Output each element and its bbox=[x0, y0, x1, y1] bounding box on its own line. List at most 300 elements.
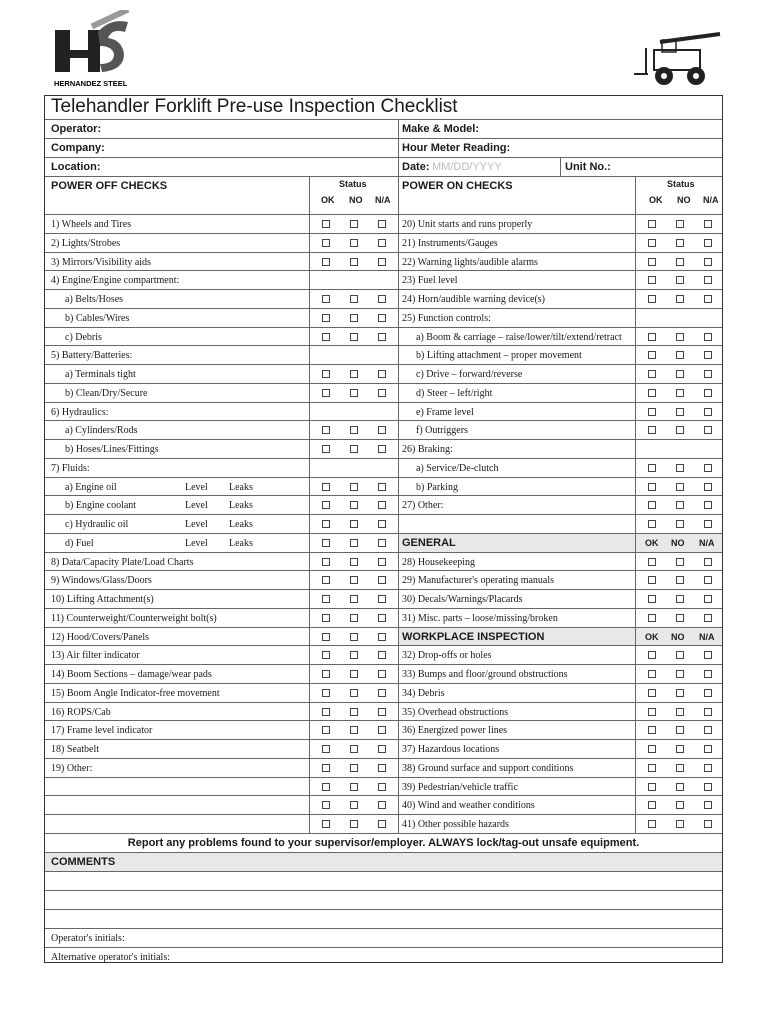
power-on-item-25-na-checkbox[interactable] bbox=[704, 689, 712, 697]
table-row bbox=[45, 364, 722, 383]
power-on-item-2-ok-checkbox[interactable] bbox=[648, 258, 656, 266]
power-on-ok-header: OK bbox=[649, 195, 663, 205]
power-on-item-11-na-checkbox[interactable] bbox=[704, 426, 712, 434]
power-off-item-4-no-checkbox[interactable] bbox=[350, 295, 358, 303]
power-on-item-24-ok-checkbox[interactable] bbox=[648, 670, 656, 678]
power-on-item-29-na-checkbox[interactable] bbox=[704, 764, 712, 772]
comment-line[interactable] bbox=[45, 871, 722, 890]
alt-operator-initials-row[interactable] bbox=[45, 947, 722, 966]
power-off-item: 13) Air filter indicator bbox=[51, 650, 140, 662]
power-on-item-0-na-checkbox[interactable] bbox=[704, 220, 712, 228]
power-off-item-0-no-checkbox[interactable] bbox=[350, 220, 358, 228]
power-off-item-9-ok-checkbox[interactable] bbox=[322, 389, 330, 397]
power-off-status-label: Status bbox=[339, 179, 367, 189]
power-on-item: 36) Energized power lines bbox=[402, 725, 508, 737]
table-row bbox=[45, 777, 722, 796]
power-on-item-10-no-checkbox[interactable] bbox=[676, 408, 684, 416]
power-on-item-6-ok-checkbox[interactable] bbox=[648, 333, 656, 341]
divider bbox=[635, 478, 636, 496]
power-off-item-20-ok-checkbox[interactable] bbox=[322, 595, 330, 603]
divider bbox=[398, 759, 399, 777]
divider bbox=[309, 215, 310, 233]
power-off-item-22-ok-checkbox[interactable] bbox=[322, 633, 330, 641]
power-off-item-8-no-checkbox[interactable] bbox=[350, 370, 358, 378]
power-off-item-17-ok-checkbox[interactable] bbox=[322, 539, 330, 547]
power-on-item-28-no-checkbox[interactable] bbox=[676, 745, 684, 753]
power-off-item-32-ok-checkbox[interactable] bbox=[322, 820, 330, 828]
power-off-item-22-na-checkbox[interactable] bbox=[378, 633, 386, 641]
power-on-item-6-no-checkbox[interactable] bbox=[676, 333, 684, 341]
divider bbox=[398, 309, 399, 327]
divider bbox=[635, 290, 636, 308]
power-off-item-30-na-checkbox[interactable] bbox=[378, 783, 386, 791]
na-header: N/A bbox=[699, 631, 715, 642]
divider bbox=[398, 515, 399, 533]
power-on-item-31-no-checkbox[interactable] bbox=[676, 801, 684, 809]
power-off-item-32-no-checkbox[interactable] bbox=[350, 820, 358, 828]
power-off-item-32-na-checkbox[interactable] bbox=[378, 820, 386, 828]
power-on-item-11-no-checkbox[interactable] bbox=[676, 426, 684, 434]
power-on-item-7-no-checkbox[interactable] bbox=[676, 351, 684, 359]
power-off-item-30-ok-checkbox[interactable] bbox=[322, 783, 330, 791]
table-row bbox=[45, 758, 722, 777]
power-off-item-21-no-checkbox[interactable] bbox=[350, 614, 358, 622]
power-off-item-6-no-checkbox[interactable] bbox=[350, 333, 358, 341]
power-off-item-19-ok-checkbox[interactable] bbox=[322, 576, 330, 584]
table-row bbox=[45, 327, 722, 346]
power-off-item: c) Debris bbox=[65, 331, 102, 343]
divider bbox=[398, 177, 399, 214]
power-on-item-7-ok-checkbox[interactable] bbox=[648, 351, 656, 359]
power-off-item-4-ok-checkbox[interactable] bbox=[322, 295, 330, 303]
power-on-item-8-no-checkbox[interactable] bbox=[676, 370, 684, 378]
power-off-item-23-na-checkbox[interactable] bbox=[378, 651, 386, 659]
power-on-item: 41) Other possible hazards bbox=[402, 819, 509, 830]
table-row bbox=[45, 495, 722, 514]
divider bbox=[309, 177, 310, 214]
power-off-item-27-na-checkbox[interactable] bbox=[378, 726, 386, 734]
power-off-item-1-na-checkbox[interactable] bbox=[378, 239, 386, 247]
power-on-item: 23) Fuel level bbox=[402, 275, 458, 287]
power-off-item-15-no-checkbox[interactable] bbox=[350, 501, 358, 509]
divider bbox=[398, 253, 399, 271]
date-label: Date: bbox=[402, 161, 430, 173]
power-off-item-12-ok-checkbox[interactable] bbox=[322, 445, 330, 453]
power-on-item-31-na-checkbox[interactable] bbox=[704, 801, 712, 809]
power-on-item-10-ok-checkbox[interactable] bbox=[648, 408, 656, 416]
telehandler-illustration-icon bbox=[632, 30, 728, 90]
power-off-item-26-ok-checkbox[interactable] bbox=[322, 708, 330, 716]
table-row bbox=[45, 702, 722, 721]
power-on-item-16-ok-checkbox[interactable] bbox=[648, 520, 656, 528]
power-on-item-18-na-checkbox[interactable] bbox=[704, 558, 712, 566]
power-off-item: 4) Engine/Engine compartment: bbox=[51, 275, 180, 287]
divider bbox=[635, 740, 636, 758]
info-row[interactable] bbox=[45, 157, 722, 176]
power-off-item-16-ok-checkbox[interactable] bbox=[322, 520, 330, 528]
power-on-item-14-na-checkbox[interactable] bbox=[704, 483, 712, 491]
divider bbox=[635, 496, 636, 514]
leaks-label: Leaks bbox=[229, 481, 253, 493]
power-off-item-11-no-checkbox[interactable] bbox=[350, 426, 358, 434]
na-header: N/A bbox=[699, 537, 715, 548]
info-row[interactable] bbox=[45, 138, 722, 157]
power-off-item-18-no-checkbox[interactable] bbox=[350, 558, 358, 566]
power-off-item-18-ok-checkbox[interactable] bbox=[322, 558, 330, 566]
divider bbox=[635, 628, 636, 646]
power-on-item-20-na-checkbox[interactable] bbox=[704, 595, 712, 603]
power-off-item-31-ok-checkbox[interactable] bbox=[322, 801, 330, 809]
divider bbox=[309, 234, 310, 252]
power-off-item: 2) Lights/Strobes bbox=[51, 237, 121, 249]
power-off-item-29-no-checkbox[interactable] bbox=[350, 764, 358, 772]
unit-no-label: Unit No.: bbox=[565, 161, 611, 173]
power-on-item: e) Frame level bbox=[416, 406, 474, 418]
ok-header: OK bbox=[645, 537, 659, 548]
divider bbox=[309, 421, 310, 439]
divider bbox=[635, 234, 636, 252]
divider bbox=[635, 759, 636, 777]
power-on-item-21-no-checkbox[interactable] bbox=[676, 614, 684, 622]
power-on-item-27-na-checkbox[interactable] bbox=[704, 726, 712, 734]
power-off-item: 16) ROPS/Cab bbox=[51, 706, 111, 718]
power-on-item-9-ok-checkbox[interactable] bbox=[648, 389, 656, 397]
power-off-item-29-ok-checkbox[interactable] bbox=[322, 764, 330, 772]
power-on-item: 34) Debris bbox=[402, 687, 445, 699]
power-off-item-5-ok-checkbox[interactable] bbox=[322, 314, 330, 322]
divider bbox=[398, 740, 399, 758]
divider bbox=[309, 796, 310, 814]
power-off-item-24-na-checkbox[interactable] bbox=[378, 670, 386, 678]
power-on-item: 35) Overhead obstructions bbox=[402, 706, 509, 718]
power-on-item-10-na-checkbox[interactable] bbox=[704, 408, 712, 416]
power-off-item-26-no-checkbox[interactable] bbox=[350, 708, 358, 716]
power-off-item-20-na-checkbox[interactable] bbox=[378, 595, 386, 603]
power-off-item-17-na-checkbox[interactable] bbox=[378, 539, 386, 547]
power-on-item-15-no-checkbox[interactable] bbox=[676, 501, 684, 509]
divider bbox=[635, 177, 636, 214]
power-on-item-30-na-checkbox[interactable] bbox=[704, 783, 712, 791]
power-off-item-19-na-checkbox[interactable] bbox=[378, 576, 386, 584]
divider bbox=[398, 271, 399, 289]
divider bbox=[635, 384, 636, 402]
power-off-item-19-no-checkbox[interactable] bbox=[350, 576, 358, 584]
power-on-item-9-na-checkbox[interactable] bbox=[704, 389, 712, 397]
power-off-item-0-na-checkbox[interactable] bbox=[378, 220, 386, 228]
power-on-item-23-ok-checkbox[interactable] bbox=[648, 651, 656, 659]
power-off-item-4-na-checkbox[interactable] bbox=[378, 295, 386, 303]
power-off-item-14-ok-checkbox[interactable] bbox=[322, 483, 330, 491]
power-on-item-31-ok-checkbox[interactable] bbox=[648, 801, 656, 809]
power-off-item-14-na-checkbox[interactable] bbox=[378, 483, 386, 491]
power-on-item-0-no-checkbox[interactable] bbox=[676, 220, 684, 228]
divider bbox=[398, 815, 399, 833]
table-row bbox=[45, 627, 722, 646]
divider bbox=[635, 365, 636, 383]
power-off-item-8-ok-checkbox[interactable] bbox=[322, 370, 330, 378]
power-on-item-3-no-checkbox[interactable] bbox=[676, 276, 684, 284]
power-on-item-2-na-checkbox[interactable] bbox=[704, 258, 712, 266]
power-on-item-23-no-checkbox[interactable] bbox=[676, 651, 684, 659]
table-row bbox=[45, 795, 722, 814]
divider bbox=[635, 571, 636, 589]
divider bbox=[398, 158, 399, 176]
power-off-item-28-na-checkbox[interactable] bbox=[378, 745, 386, 753]
divider bbox=[635, 796, 636, 814]
power-off-item-16-na-checkbox[interactable] bbox=[378, 520, 386, 528]
power-off-item: 7) Fluids: bbox=[51, 462, 90, 474]
location-label: Location: bbox=[51, 161, 101, 173]
power-on-item: b) Lifting attachment – proper movement bbox=[416, 350, 582, 362]
power-on-item-13-ok-checkbox[interactable] bbox=[648, 464, 656, 472]
power-off-item: d) Fuel bbox=[65, 537, 94, 549]
power-off-item-1-ok-checkbox[interactable] bbox=[322, 239, 330, 247]
power-on-item-13-na-checkbox[interactable] bbox=[704, 464, 712, 472]
power-off-item-0-ok-checkbox[interactable] bbox=[322, 220, 330, 228]
divider bbox=[309, 628, 310, 646]
power-on-item: a) Service/De-clutch bbox=[416, 462, 499, 474]
table-row bbox=[45, 308, 722, 327]
power-off-item-15-na-checkbox[interactable] bbox=[378, 501, 386, 509]
power-on-item-1-no-checkbox[interactable] bbox=[676, 239, 684, 247]
divider bbox=[309, 290, 310, 308]
comment-line[interactable] bbox=[45, 909, 722, 928]
power-on-item-32-no-checkbox[interactable] bbox=[676, 820, 684, 828]
hernandez-steel-logo bbox=[50, 10, 140, 90]
leaks-label: Leaks bbox=[229, 500, 253, 512]
power-off-item-24-ok-checkbox[interactable] bbox=[322, 670, 330, 678]
power-off-item-28-ok-checkbox[interactable] bbox=[322, 745, 330, 753]
power-off-item-2-na-checkbox[interactable] bbox=[378, 258, 386, 266]
power-off-item-14-no-checkbox[interactable] bbox=[350, 483, 358, 491]
power-on-item-29-no-checkbox[interactable] bbox=[676, 764, 684, 772]
power-off-item-15-ok-checkbox[interactable] bbox=[322, 501, 330, 509]
power-off-heading: POWER OFF CHECKS bbox=[51, 180, 168, 192]
power-off-item-5-na-checkbox[interactable] bbox=[378, 314, 386, 322]
power-off-item-2-ok-checkbox[interactable] bbox=[322, 258, 330, 266]
divider bbox=[309, 553, 310, 571]
power-off-item-29-na-checkbox[interactable] bbox=[378, 764, 386, 772]
form-title: Telehandler Forklift Pre-use Inspection Checklist bbox=[51, 96, 458, 117]
power-off-item-9-no-checkbox[interactable] bbox=[350, 389, 358, 397]
power-on-item-4-no-checkbox[interactable] bbox=[676, 295, 684, 303]
power-off-item-25-na-checkbox[interactable] bbox=[378, 689, 386, 697]
power-off-item-25-no-checkbox[interactable] bbox=[350, 689, 358, 697]
power-on-item-28-na-checkbox[interactable] bbox=[704, 745, 712, 753]
power-off-item-16-no-checkbox[interactable] bbox=[350, 520, 358, 528]
power-on-item: 25) Function controls: bbox=[402, 312, 491, 324]
power-on-item: 27) Other: bbox=[402, 500, 444, 512]
power-off-item: 3) Mirrors/Visibility aids bbox=[51, 256, 151, 268]
power-off-item-27-ok-checkbox[interactable] bbox=[322, 726, 330, 734]
power-on-item-24-na-checkbox[interactable] bbox=[704, 670, 712, 678]
divider bbox=[398, 478, 399, 496]
power-off-item-9-na-checkbox[interactable] bbox=[378, 389, 386, 397]
power-on-item-3-ok-checkbox[interactable] bbox=[648, 276, 656, 284]
divider bbox=[309, 534, 310, 552]
power-off-item-20-no-checkbox[interactable] bbox=[350, 595, 358, 603]
power-off-item: 1) Wheels and Tires bbox=[51, 219, 132, 230]
power-off-item: 8) Data/Capacity Plate/Load Charts bbox=[51, 556, 194, 568]
power-off-item-31-na-checkbox[interactable] bbox=[378, 801, 386, 809]
ok-header: OK bbox=[645, 631, 659, 642]
power-off-item: a) Belts/Hoses bbox=[65, 294, 124, 305]
power-on-item-1-ok-checkbox[interactable] bbox=[648, 239, 656, 247]
power-on-item-30-no-checkbox[interactable] bbox=[676, 783, 684, 791]
operator-label: Operator: bbox=[51, 123, 102, 135]
power-off-item-12-na-checkbox[interactable] bbox=[378, 445, 386, 453]
power-on-item-27-no-checkbox[interactable] bbox=[676, 726, 684, 734]
report-notice: Report any problems found to your supervisor/employer. ALWAYS lock/tag-out unsafe equipment. bbox=[127, 836, 640, 849]
no-header: NO bbox=[671, 631, 685, 642]
power-off-item-27-no-checkbox[interactable] bbox=[350, 726, 358, 734]
table-row bbox=[45, 552, 722, 571]
power-off-item-21-ok-checkbox[interactable] bbox=[322, 614, 330, 622]
power-on-item-8-na-checkbox[interactable] bbox=[704, 370, 712, 378]
divider bbox=[398, 796, 399, 814]
power-on-item-20-ok-checkbox[interactable] bbox=[648, 595, 656, 603]
power-off-item-23-ok-checkbox[interactable] bbox=[322, 651, 330, 659]
power-on-item: 31) Misc. parts – loose/missing/broken bbox=[402, 612, 558, 624]
power-on-item: f) Outriggers bbox=[416, 425, 468, 437]
power-on-item: 40) Wind and weather conditions bbox=[402, 800, 535, 812]
power-off-item-12-no-checkbox[interactable] bbox=[350, 445, 358, 453]
power-on-item-15-ok-checkbox[interactable] bbox=[648, 501, 656, 509]
power-off-item-28-no-checkbox[interactable] bbox=[350, 745, 358, 753]
power-on-item-15-na-checkbox[interactable] bbox=[704, 501, 712, 509]
power-off-item-6-na-checkbox[interactable] bbox=[378, 333, 386, 341]
power-off-item-18-na-checkbox[interactable] bbox=[378, 558, 386, 566]
power-off-item-24-no-checkbox[interactable] bbox=[350, 670, 358, 678]
power-on-item-1-na-checkbox[interactable] bbox=[704, 239, 712, 247]
divider bbox=[309, 271, 310, 289]
power-on-item-23-na-checkbox[interactable] bbox=[704, 651, 712, 659]
power-off-item-6-ok-checkbox[interactable] bbox=[322, 333, 330, 341]
power-off-item-22-no-checkbox[interactable] bbox=[350, 633, 358, 641]
power-on-item-3-na-checkbox[interactable] bbox=[704, 276, 712, 284]
power-on-item-26-ok-checkbox[interactable] bbox=[648, 708, 656, 716]
power-on-item-28-ok-checkbox[interactable] bbox=[648, 745, 656, 753]
table-row bbox=[45, 570, 722, 589]
power-off-item: c) Hydraulic oil bbox=[65, 519, 129, 530]
power-off-item-8-na-checkbox[interactable] bbox=[378, 370, 386, 378]
power-on-item-14-no-checkbox[interactable] bbox=[676, 483, 684, 491]
power-on-item-18-ok-checkbox[interactable] bbox=[648, 558, 656, 566]
comments-header-row bbox=[45, 852, 722, 871]
power-on-item-32-ok-checkbox[interactable] bbox=[648, 820, 656, 828]
power-off-item-21-na-checkbox[interactable] bbox=[378, 614, 386, 622]
divider bbox=[635, 215, 636, 233]
power-on-item: b) Parking bbox=[416, 481, 458, 493]
power-off-item: 5) Battery/Batteries: bbox=[51, 350, 133, 362]
power-off-item: 11) Counterweight/Counterweight bolt(s) bbox=[51, 612, 217, 624]
power-on-item-16-no-checkbox[interactable] bbox=[676, 520, 684, 528]
divider bbox=[309, 815, 310, 833]
power-on-item-32-na-checkbox[interactable] bbox=[704, 820, 712, 828]
info-row[interactable] bbox=[45, 119, 722, 138]
power-on-item-26-na-checkbox[interactable] bbox=[704, 708, 712, 716]
power-on-item-8-ok-checkbox[interactable] bbox=[648, 370, 656, 378]
power-on-item-20-no-checkbox[interactable] bbox=[676, 595, 684, 603]
power-on-item: 32) Drop-offs or holes bbox=[402, 650, 492, 662]
operator-initials-label: Operator's initials: bbox=[51, 932, 125, 944]
power-on-item-27-ok-checkbox[interactable] bbox=[648, 726, 656, 734]
power-on-item-16-na-checkbox[interactable] bbox=[704, 520, 712, 528]
power-on-item-14-ok-checkbox[interactable] bbox=[648, 483, 656, 491]
power-on-item-21-ok-checkbox[interactable] bbox=[648, 614, 656, 622]
comment-line[interactable] bbox=[45, 890, 722, 909]
table-row bbox=[45, 289, 722, 308]
power-off-item-26-na-checkbox[interactable] bbox=[378, 708, 386, 716]
power-off-item-11-ok-checkbox[interactable] bbox=[322, 426, 330, 434]
power-on-item-7-na-checkbox[interactable] bbox=[704, 351, 712, 359]
divider bbox=[309, 496, 310, 514]
power-off-item-25-ok-checkbox[interactable] bbox=[322, 689, 330, 697]
power-on-item-0-ok-checkbox[interactable] bbox=[648, 220, 656, 228]
divider bbox=[398, 120, 399, 138]
power-off-item-31-no-checkbox[interactable] bbox=[350, 801, 358, 809]
power-off-item-23-no-checkbox[interactable] bbox=[350, 651, 358, 659]
divider bbox=[398, 609, 399, 627]
power-on-item: 37) Hazardous locations bbox=[402, 744, 500, 755]
inspection-checklist-form bbox=[44, 95, 723, 963]
power-on-item-2-no-checkbox[interactable] bbox=[676, 258, 684, 266]
power-on-item-4-ok-checkbox[interactable] bbox=[648, 295, 656, 303]
power-on-item-4-na-checkbox[interactable] bbox=[704, 295, 712, 303]
power-on-item-9-no-checkbox[interactable] bbox=[676, 389, 684, 397]
table-row bbox=[45, 458, 722, 477]
power-on-item-25-no-checkbox[interactable] bbox=[676, 689, 684, 697]
power-on-item-19-ok-checkbox[interactable] bbox=[648, 576, 656, 584]
power-on-item-18-no-checkbox[interactable] bbox=[676, 558, 684, 566]
table-row bbox=[45, 814, 722, 833]
power-on-item-13-no-checkbox[interactable] bbox=[676, 464, 684, 472]
divider bbox=[635, 440, 636, 458]
make-model-label: Make & Model: bbox=[402, 123, 480, 135]
divider bbox=[635, 553, 636, 571]
divider bbox=[635, 590, 636, 608]
power-off-item-11-na-checkbox[interactable] bbox=[378, 426, 386, 434]
power-on-item-26-no-checkbox[interactable] bbox=[676, 708, 684, 716]
power-on-item-6-na-checkbox[interactable] bbox=[704, 333, 712, 341]
divider bbox=[398, 778, 399, 796]
power-on-item-19-na-checkbox[interactable] bbox=[704, 576, 712, 584]
power-on-item-25-ok-checkbox[interactable] bbox=[648, 689, 656, 697]
power-off-item-2-no-checkbox[interactable] bbox=[350, 258, 358, 266]
power-on-item: 26) Braking: bbox=[402, 444, 453, 455]
divider bbox=[309, 309, 310, 327]
power-off-item-5-no-checkbox[interactable] bbox=[350, 314, 358, 322]
power-on-item-19-no-checkbox[interactable] bbox=[676, 576, 684, 584]
divider bbox=[309, 646, 310, 664]
power-on-item-11-ok-checkbox[interactable] bbox=[648, 426, 656, 434]
section-heading: WORKPLACE INSPECTION bbox=[402, 630, 545, 643]
table-row bbox=[45, 252, 722, 271]
power-off-item: 19) Other: bbox=[51, 762, 93, 774]
divider bbox=[398, 496, 399, 514]
table-row bbox=[45, 720, 722, 739]
power-on-item-30-ok-checkbox[interactable] bbox=[648, 783, 656, 791]
power-on-item-21-na-checkbox[interactable] bbox=[704, 614, 712, 622]
operator-initials-row[interactable] bbox=[45, 928, 722, 947]
power-off-item-30-no-checkbox[interactable] bbox=[350, 783, 358, 791]
power-on-item-29-ok-checkbox[interactable] bbox=[648, 764, 656, 772]
divider bbox=[309, 403, 310, 421]
power-off-item-1-no-checkbox[interactable] bbox=[350, 239, 358, 247]
power-off-item-17-no-checkbox[interactable] bbox=[350, 539, 358, 547]
power-on-item-24-no-checkbox[interactable] bbox=[676, 670, 684, 678]
divider bbox=[398, 459, 399, 477]
